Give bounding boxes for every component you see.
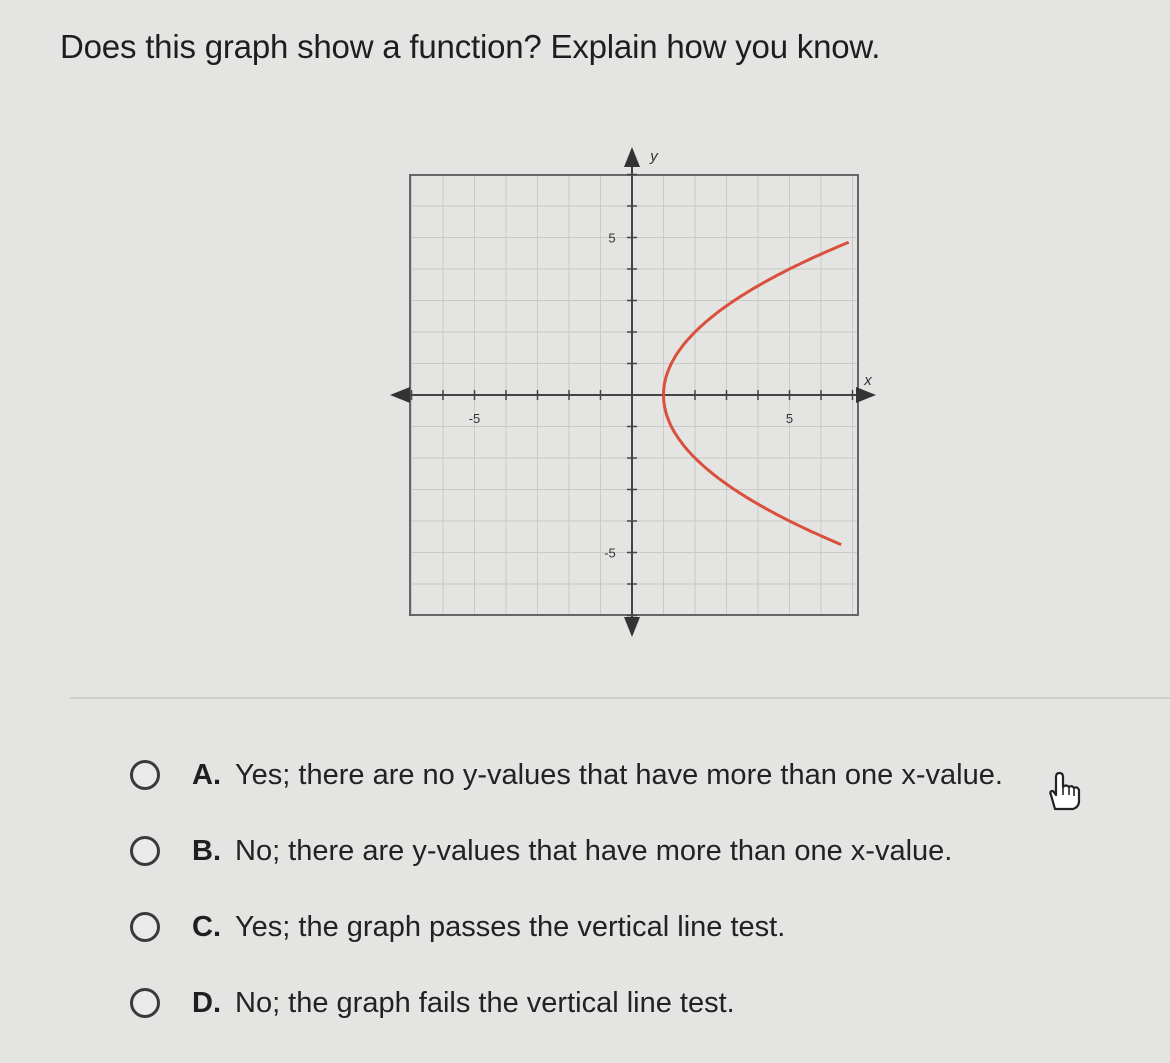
choice-d[interactable]	[130, 978, 735, 1028]
choice-a-text: Yes; there are no y-values that have more than one x-value.	[235, 758, 1003, 791]
y-tick-label-5: 5	[608, 230, 616, 246]
choice-b[interactable]	[130, 826, 952, 876]
choice-d-letter: D.	[192, 986, 221, 1019]
y-axis-up-arrow	[624, 147, 640, 167]
graph-svg	[380, 135, 900, 645]
x-tick-label-neg5: -5	[468, 411, 481, 426]
x-axis-label: x	[864, 372, 872, 389]
choice-d-text: No; the graph fails the vertical line test.	[235, 986, 735, 1019]
choice-a[interactable]	[130, 750, 1003, 800]
coordinate-graph	[380, 135, 900, 645]
choice-c-letter: C.	[192, 910, 221, 943]
radio-button-a[interactable]	[130, 760, 160, 790]
choice-c-text: Yes; the graph passes the vertical line test.	[235, 910, 786, 943]
y-tick-label-neg5: -5	[604, 545, 616, 561]
x-axis-right-arrow	[856, 387, 876, 403]
choice-b-text: No; there are y-values that have more than one x-value.	[235, 834, 953, 867]
radio-button-d[interactable]	[130, 988, 160, 1018]
choice-c[interactable]	[130, 902, 785, 952]
hand-pointer-icon	[1043, 771, 1085, 811]
x-tick-label-5: 5	[785, 411, 794, 426]
choice-a-letter: A.	[192, 758, 221, 791]
y-axis-label: y	[650, 148, 658, 165]
radio-button-b[interactable]	[130, 836, 160, 866]
graph-axes	[390, 147, 876, 637]
y-axis-down-arrow	[624, 617, 640, 637]
radio-button-c[interactable]	[130, 912, 160, 942]
x-axis-left-arrow	[390, 387, 410, 403]
section-divider	[70, 697, 1170, 699]
question-text: Does this graph show a function? Explain how you know.	[60, 28, 881, 65]
choice-b-letter: B.	[192, 834, 221, 867]
graph-labels	[469, 148, 873, 561]
